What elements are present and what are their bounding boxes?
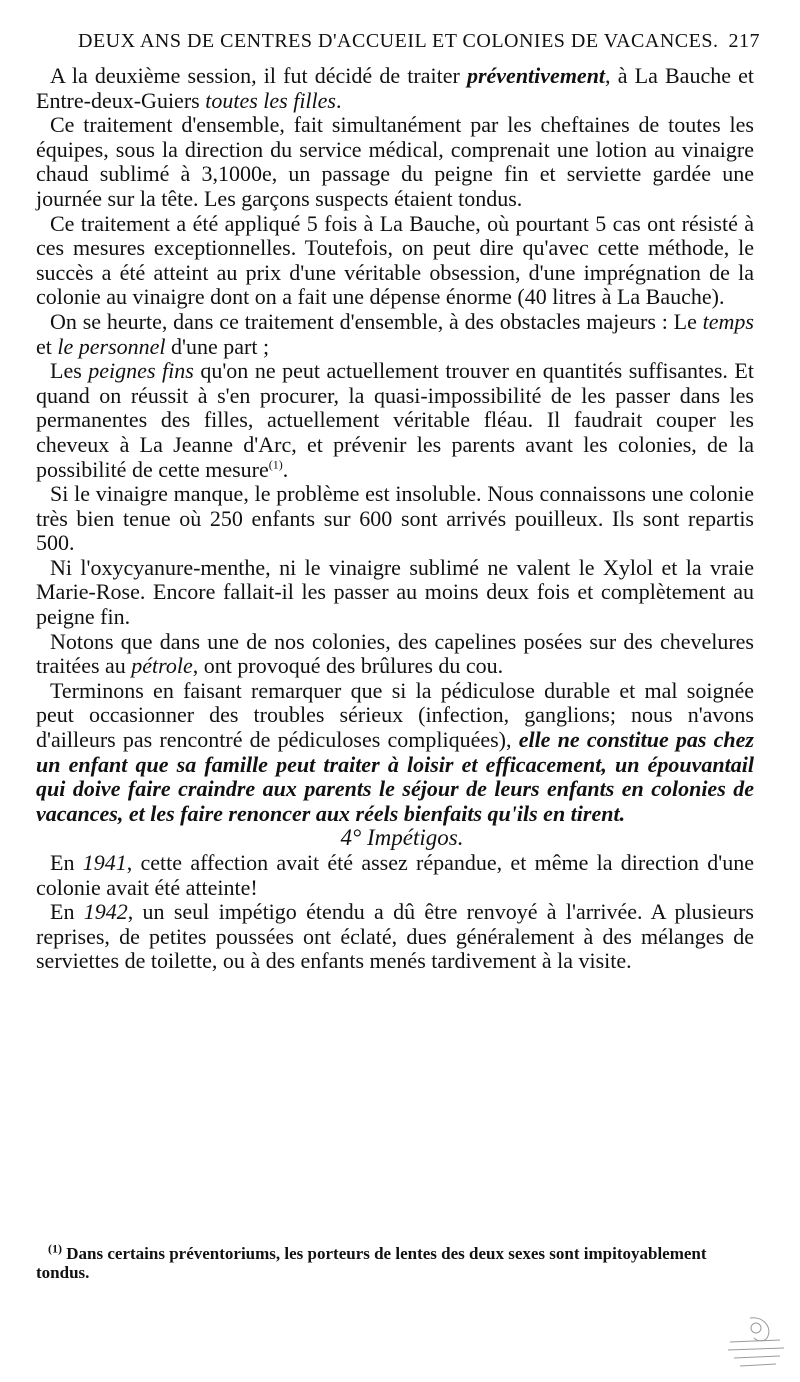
footnote-reference: (1) [268, 457, 283, 472]
text-run: Terminons en faisant remarquer que si la pédiculose durable et mal soignée peut occasionner des troubles sérieux (infection, ganglions; nous n'avons d'ailleurs pas rencontré de pédiculoses compliquées), [36, 677, 754, 753]
paragraph-8 [36, 630, 754, 679]
text-run: et [36, 333, 58, 359]
emphasis-text: peignes fins [88, 358, 194, 384]
paragraph-5 [36, 359, 754, 482]
emphasis-text: elle ne constitue pas chez un enfant que sa famille peut traiter à loisir et efficacement, un épouvantail qui doive faire craindre aux parents le séjour de leurs enfants en colonies de vacances, et les faire renoncer aux réels bienfaits qu'ils en tirent. [36, 727, 754, 826]
header-title: DEUX ANS DE CENTRES D'ACCUEIL ET COLONIES DE VACANCES. [78, 30, 719, 52]
footnote-text: Dans certains préventoriums, les porteurs de lentes des deux sexes sont impitoyablement tondus. [36, 1244, 707, 1282]
paragraph-10 [36, 851, 754, 900]
text-run: d'une part ; [165, 333, 270, 359]
footnote [36, 1241, 754, 1282]
paragraph-6: Si le vinaigre manque, le problème est insoluble. Nous connaissons une colonie très bien tenue où 250 enfants sur 600 sont arrivés pouilleux. Ils sont repartis 500. [36, 481, 754, 556]
text-run: Les [50, 358, 89, 384]
text-run: qu'on ne peut actuellement trouver en quantités suffisantes. Et quand on réussit à s'en procurer, la quasi-impossibilité de les passer dans les permanentes des filles, actuellement véritable fléau. Il faudrait couper les cheveux à La Jeanne d'Arc, et prévenir les parents avant les colonies, de la possibilité de cette mesure [36, 358, 754, 482]
page-number: 217 [728, 30, 760, 52]
paragraph-7: Ni l'oxycyanure-menthe, ni le vinaigre sublimé ne valent le Xylol et la vraie Marie-Rose. Encore fallait-il les passer au moins deux fois et complètement au peigne fin. [36, 554, 754, 630]
emphasis-text: 1942 [83, 899, 128, 925]
paragraph-4 [36, 310, 754, 359]
text-run: , à La Bauche et Entre-deux-Guiers [36, 63, 755, 113]
text-run: On se heurte, dans ce traitement d'ensemble, à des obstacles majeurs : Le [50, 308, 703, 334]
paragraph-11 [36, 900, 754, 974]
paragraph-1 [36, 64, 754, 113]
running-header [78, 30, 760, 53]
text-run: En [50, 850, 83, 875]
emphasis-text: le personnel [57, 333, 166, 359]
paragraph-9 [36, 679, 754, 827]
text-run: , cette affection avait été assez répandue, et même la direction d'une colonie avait été atteinte! [36, 850, 754, 900]
emphasis-text: pétrole [131, 653, 193, 679]
text-run: Notons que dans une de nos colonies, des capelines posées sur des chevelures traitées au [36, 628, 754, 679]
text-run: En [50, 899, 84, 925]
text-run: . [335, 87, 342, 113]
paragraph-2: Ce traitement d'ensemble, fait simultanément par les cheftaines de toutes les équipes, sous la direction du service médical, comprenait une lotion au vinaigre chaud sublimé à 3,1000e, un passage du peigne fin et serviette gardée une journée sur la tête. Les garçons suspects étaient tondus. [36, 112, 754, 211]
emphasis-text: 1941 [82, 850, 127, 875]
text-run: , ont provoqué des brûlures du cou. [192, 653, 504, 679]
library-stamp-icon [710, 1312, 794, 1376]
emphasis-text: préventivement [466, 63, 606, 88]
text-run: . [282, 456, 289, 482]
text-run: , un seul impétigo étendu a dû être renvoyé à l'arrivée. A plusieurs reprises, de petites poussées ont éclaté, dues généralement à des mélanges de serviettes de toilette, ou à des enfants menés tardivement à la visite. [36, 899, 754, 974]
section-title: 4° Impétigos. [340, 825, 464, 851]
paragraph-3: Ce traitement a été appliqué 5 fois à La Bauche, où pourtant 5 cas ont résisté à ces mesures exceptionnelles. Toutefois, on peut dire qu'avec cette méthode, le succès a été atteint au prix d'une véritable obsession, d'une imprégnation de la colonie au vinaigre dont on a fait une dépense énorme (40 litres à La Bauche). [36, 210, 754, 310]
text-run: A la deuxième session, il fut décidé de traiter [50, 63, 467, 88]
body-text [36, 64, 754, 974]
emphasis-text: toutes les filles [205, 87, 336, 113]
footnote-marker: (1) [48, 1241, 62, 1256]
emphasis-text: temps [702, 308, 754, 334]
